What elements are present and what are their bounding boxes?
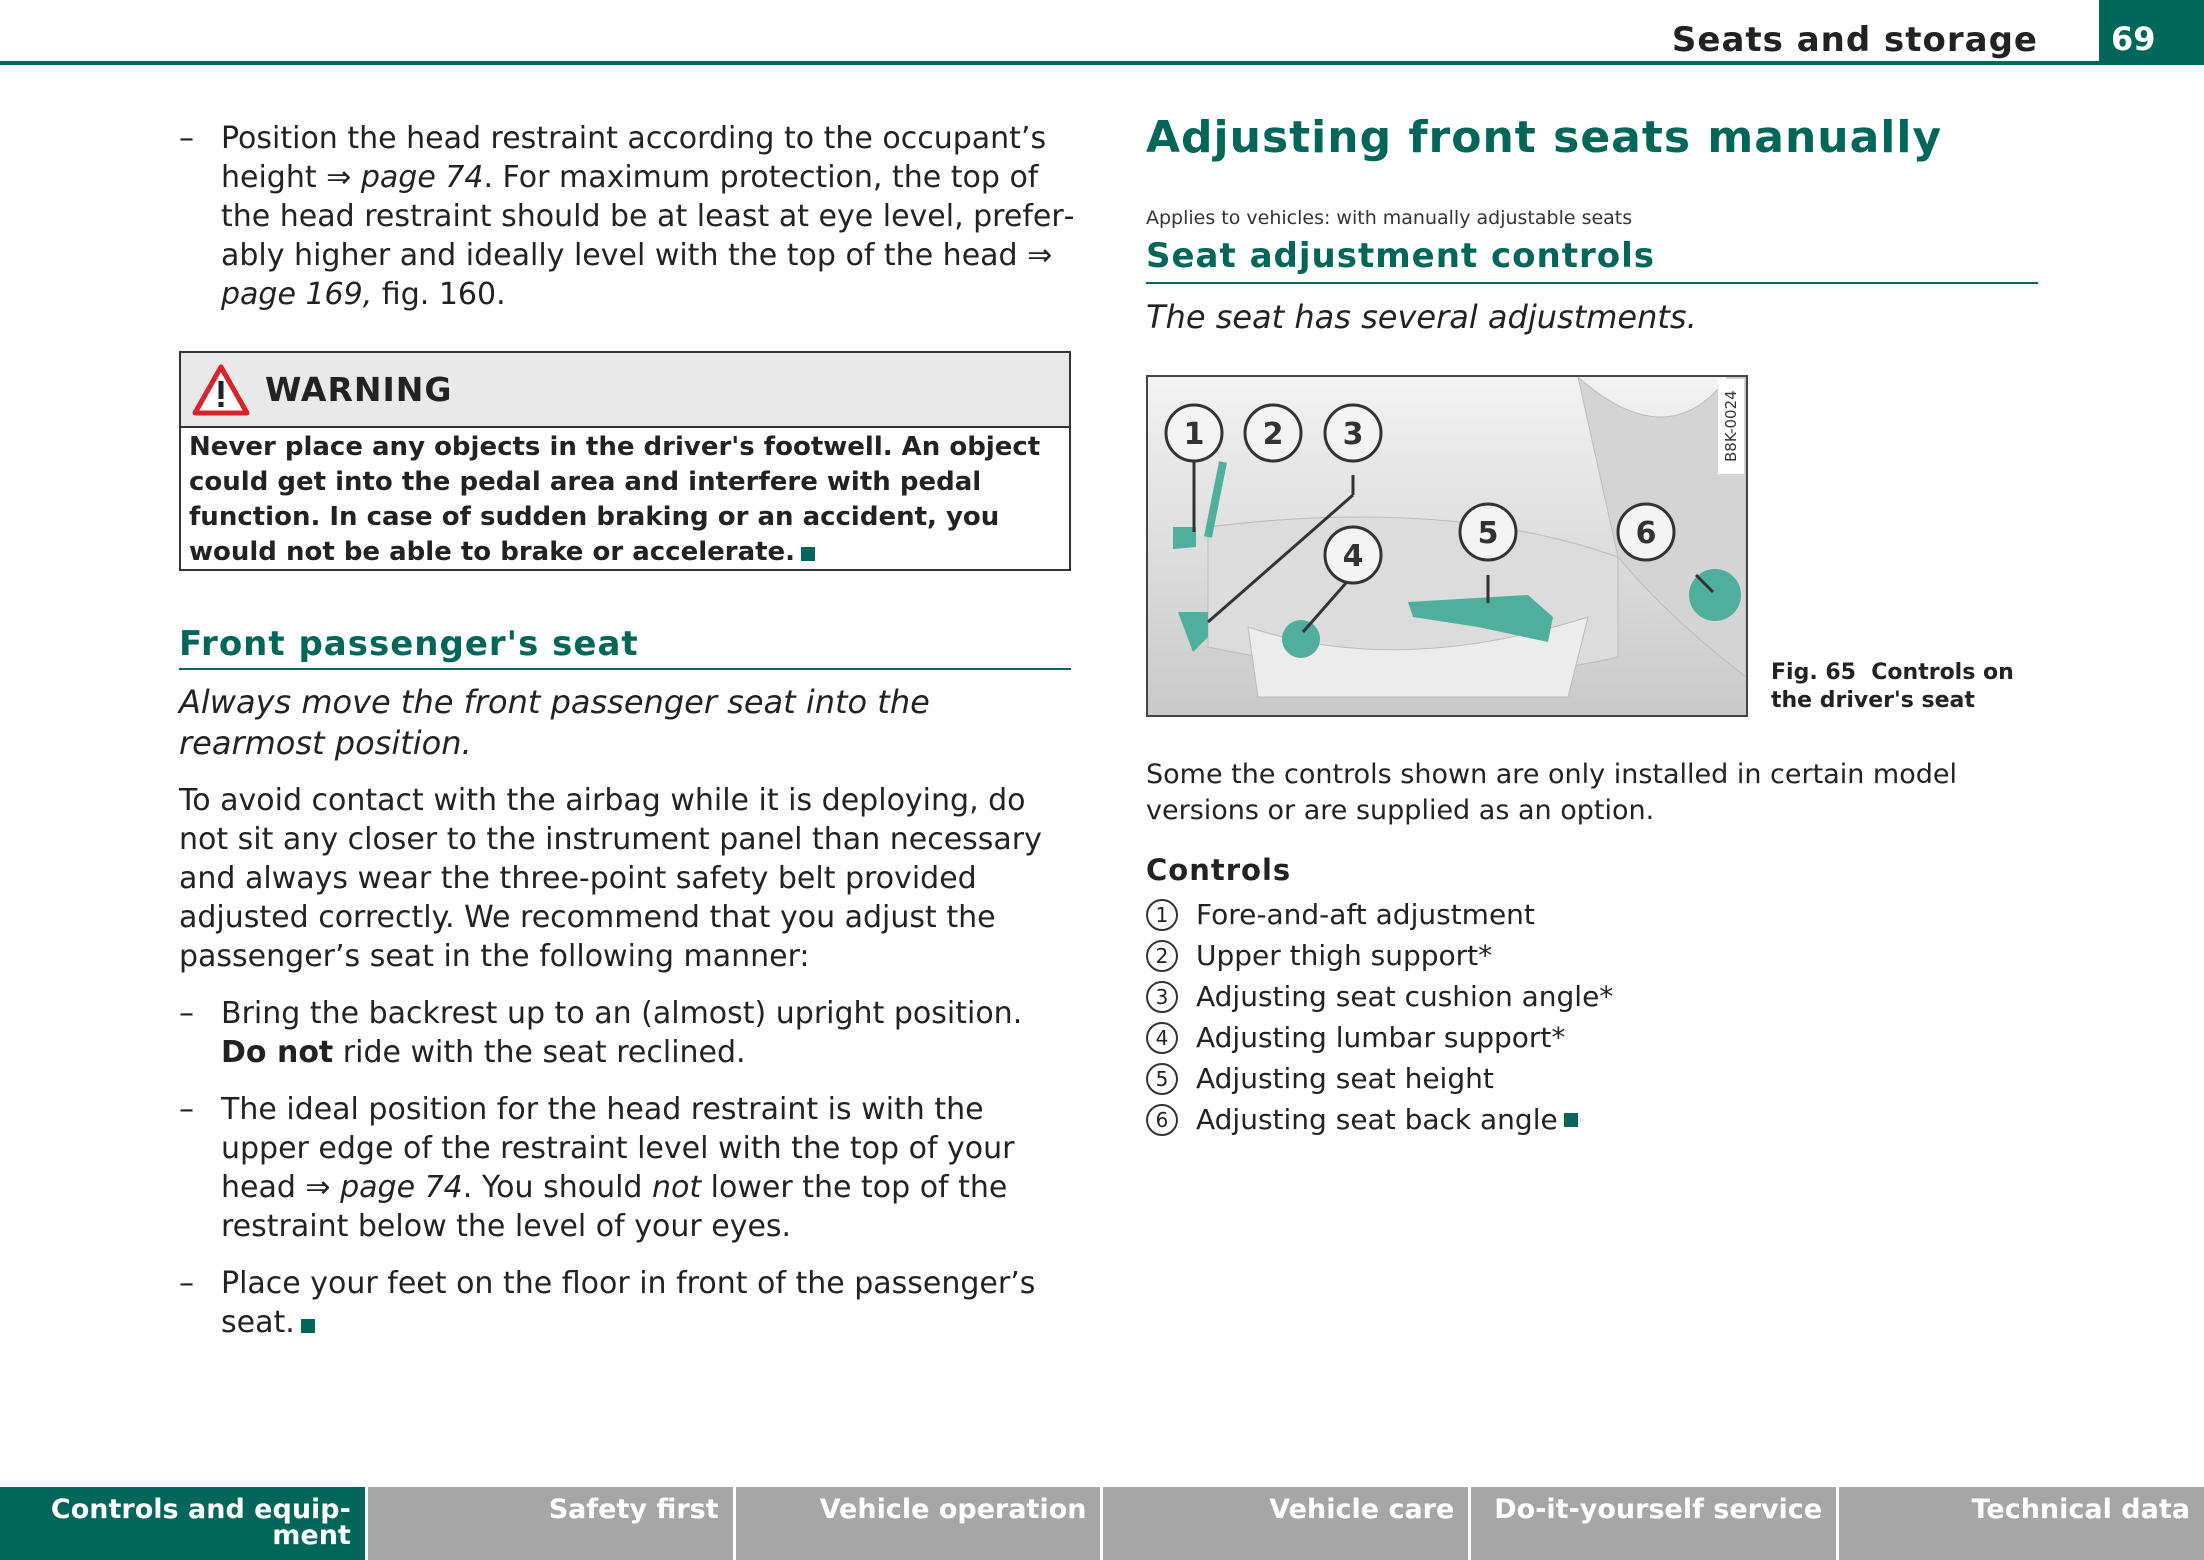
section-intro: The seat has several adjustments. bbox=[1146, 298, 1697, 336]
list-item: 1 Fore-and-aft adjustment bbox=[1146, 894, 1613, 935]
tab-vehicle-care[interactable]: Vehicle care bbox=[1103, 1487, 1468, 1560]
section-heading: Seat adjustment controls bbox=[1146, 236, 1655, 276]
left-top-bullets bbox=[179, 119, 1079, 332]
number-badge: 6 bbox=[1146, 1104, 1178, 1136]
bullet-feet: – Place your feet on the floor in front of the passenger’s seat. bbox=[179, 1266, 1036, 1340]
section-intro: Always move the front passenger seat into the rearmost position. bbox=[179, 683, 930, 762]
tab-safety-first[interactable]: Safety first bbox=[368, 1487, 733, 1560]
heading-rule bbox=[1146, 282, 2038, 284]
front-passenger-section bbox=[179, 624, 1071, 1360]
bullet-head-restraint: – The ideal position for the head restraint is with the upper edge of the restraint level with the top of your head ⇒ page 74. You should not lower the top of the restraint below the level of your eyes. bbox=[179, 1092, 1015, 1244]
bullet-head-restraint: – Position the head restraint according to the occupant’s height ⇒ page 74. For maximum protection, the top of the head restraint should be at least at eye level, preferably higher and ideally level with the top of the head ⇒ page 169, fig. 160. bbox=[179, 121, 1075, 312]
tab-controls-and-equipment[interactable]: Controls and equip- ment bbox=[0, 1487, 365, 1560]
list-item: 5 Adjusting seat height bbox=[1146, 1058, 1613, 1099]
list-item: 4 Adjusting lumbar support* bbox=[1146, 1017, 1613, 1058]
page-number: 69 bbox=[2099, 0, 2204, 65]
number-badge: 4 bbox=[1146, 1022, 1178, 1054]
seat-controls-section bbox=[1146, 236, 2038, 336]
list-item: 3 Adjusting seat cushion angle* bbox=[1146, 976, 1613, 1017]
number-badge: 3 bbox=[1146, 981, 1178, 1013]
page-title: Adjusting front seats manually bbox=[1146, 112, 1943, 163]
warning-triangle-icon bbox=[191, 363, 251, 417]
tab-vehicle-operation[interactable]: Vehicle operation bbox=[736, 1487, 1101, 1560]
list-item: 6 Adjusting seat back angle bbox=[1146, 1099, 1613, 1140]
svg-text:5: 5 bbox=[1477, 516, 1499, 551]
svg-text:3: 3 bbox=[1342, 417, 1364, 452]
tab-technical-data[interactable]: Technical data bbox=[1839, 1487, 2204, 1560]
warning-text: Never place any objects in the driver's footwell. An object could get into the pedal area and interfere with pedal function. In case of sudden braking or an accident, you would not be able to brake or accelerate. bbox=[189, 432, 1041, 567]
svg-text:4: 4 bbox=[1342, 539, 1364, 574]
svg-text:6: 6 bbox=[1635, 516, 1657, 551]
page-link[interactable]: page 74 bbox=[340, 1170, 463, 1205]
seat-illustration bbox=[1148, 377, 1746, 715]
figure-caption: Fig. 65 Controls on the driver's seat bbox=[1771, 660, 2014, 713]
header-rule bbox=[0, 61, 2204, 65]
warning-box bbox=[179, 351, 1071, 571]
bullet-backrest: – Bring the backrest up to an (almost) upright position. Do not ride with the seat reclined. bbox=[179, 996, 1023, 1070]
heading-rule bbox=[179, 668, 1071, 670]
svg-text:1: 1 bbox=[1183, 417, 1205, 452]
list-item: 2 Upper thigh support* bbox=[1146, 935, 1613, 976]
controls-heading: Controls bbox=[1146, 853, 1292, 887]
tab-do-it-yourself-service[interactable]: Do-it-yourself service bbox=[1471, 1487, 1836, 1560]
section-heading: Front passenger's seat bbox=[179, 624, 639, 664]
chapter-tabs bbox=[0, 1487, 2204, 1560]
section-title: Seats and storage bbox=[1671, 20, 2038, 60]
controls-list bbox=[1146, 894, 1613, 1140]
passenger-bullets bbox=[179, 994, 1071, 1342]
warning-header bbox=[181, 353, 1069, 428]
figure-code: B8K-0024 bbox=[1718, 379, 1744, 474]
applies-note: Applies to vehicles: with manually adjustable seats bbox=[1146, 207, 1633, 229]
page-link[interactable]: page 74 bbox=[360, 160, 484, 195]
svg-text:2: 2 bbox=[1262, 417, 1284, 452]
warning-title: WARNING bbox=[265, 370, 453, 409]
number-badge: 5 bbox=[1146, 1063, 1178, 1095]
seat-figure bbox=[1146, 375, 1748, 717]
options-note: Some the controls shown are only installed in certain model versions or are supplied as an option. bbox=[1146, 759, 1958, 826]
paragraph: To avoid contact with the airbag while it is deploying, do not sit any closer to the instrument panel than necessary and always wear the three-point safety belt provided adjusted correctly. We recommend that you adjust the passenger’s seat in the following manner: bbox=[179, 783, 1042, 974]
page-link[interactable]: page 169, bbox=[221, 277, 373, 312]
number-badge: 2 bbox=[1146, 940, 1178, 972]
number-badge: 1 bbox=[1146, 899, 1178, 931]
